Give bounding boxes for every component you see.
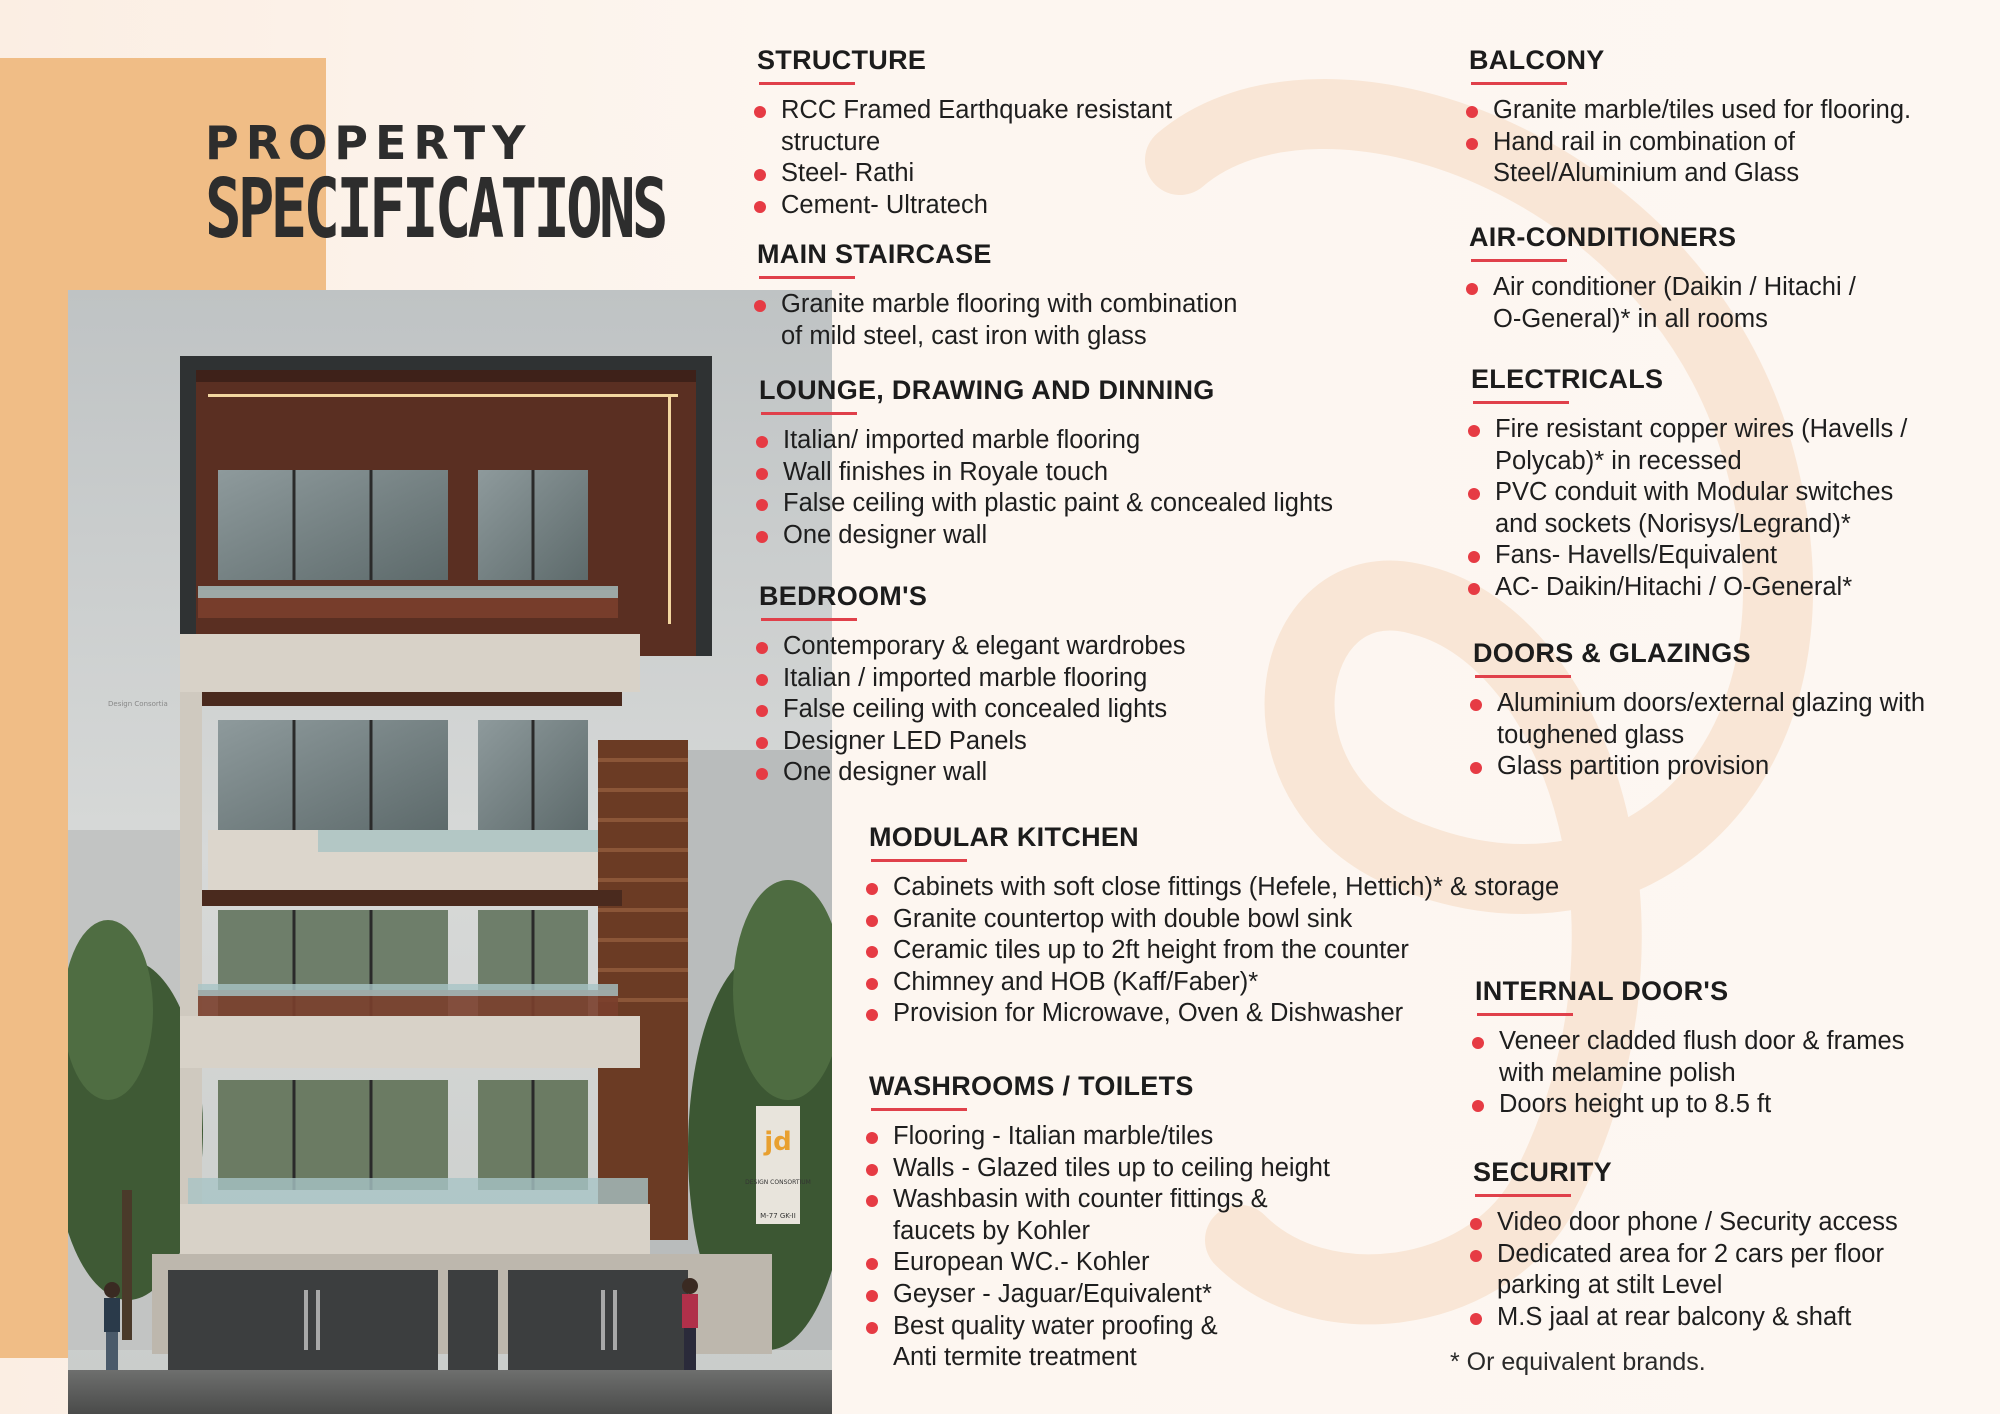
list-item: Best quality water proofing & (869, 1311, 1330, 1343)
list-item-continuation: structure (781, 127, 881, 156)
list-item: Chimney and HOB (Kaff/Faber)* (869, 967, 1559, 999)
section-heading: WASHROOMS / TOILETS (869, 1071, 1194, 1101)
building-rendering (68, 290, 832, 1414)
list-item: False ceiling with plastic paint & concealed lights (759, 488, 1333, 520)
list-item: Cabinets with soft close fittings (Hefele, Hettich)* & storage (869, 872, 1559, 904)
list-item: One designer wall (759, 757, 1186, 789)
list-item: Wall finishes in Royale touch (759, 457, 1333, 489)
list-item-continuation: and sockets (Norisys/Legrand)* (1495, 509, 1851, 538)
list-item: Geyser - Jaguar/Equivalent* (869, 1279, 1330, 1311)
footnote: * Or equivalent brands. (1450, 1348, 1706, 1376)
list-item: Doors height up to 8.5 ft (1475, 1089, 1904, 1121)
list-item: RCC Framed Earthquake resistant (757, 95, 1172, 127)
section-air-conditioners (1469, 222, 1856, 335)
list-item: PVC conduit with Modular switches (1471, 477, 1907, 509)
list-item: Provision for Microwave, Oven & Dishwasher (869, 998, 1559, 1030)
section-lounge (759, 375, 1333, 551)
section-heading: SECURITY (1473, 1157, 1612, 1187)
heading-underline (1471, 259, 1567, 262)
section-heading: BEDROOM'S (759, 581, 928, 611)
heading-underline (871, 1108, 967, 1111)
section-heading: DOORS & GLAZINGS (1473, 638, 1751, 668)
heading-underline (1471, 82, 1567, 85)
list-item: Hand rail in combination of (1469, 127, 1911, 159)
list-item: European WC.- Kohler (869, 1247, 1330, 1279)
list-item-continuation: with melamine polish (1499, 1058, 1736, 1087)
page-title (205, 116, 826, 257)
list-item: Fans- Havells/Equivalent (1471, 540, 1907, 572)
list-item: Granite countertop with double bowl sink (869, 904, 1559, 936)
list-item: One designer wall (759, 520, 1333, 552)
list-item-continuation: Anti termite treatment (893, 1343, 1137, 1372)
list-item: Italian/ imported marble flooring (759, 425, 1333, 457)
section-electricals (1471, 364, 1907, 604)
section-modular-kitchen (869, 822, 1559, 1030)
heading-underline (759, 82, 855, 85)
list-item: Contemporary & elegant wardrobes (759, 631, 1186, 663)
section-heading: BALCONY (1469, 45, 1605, 75)
list-item: Steel- Rathi (757, 158, 1172, 190)
heading-underline (759, 276, 855, 279)
section-structure (757, 45, 1172, 221)
signboard-address: M-77 GK-II (760, 1212, 796, 1220)
list-item: Washbasin with counter fittings & (869, 1184, 1330, 1216)
section-heading: STRUCTURE (757, 45, 927, 75)
signboard-company: DESIGN CONSORTIUM (745, 1179, 811, 1186)
section-internal-doors (1475, 976, 1904, 1121)
section-doors-glazings (1473, 638, 1925, 783)
title-line-1: PROPERTY (205, 116, 533, 170)
list-item: Italian / imported marble flooring (759, 663, 1186, 695)
heading-underline (1475, 1194, 1571, 1197)
watermark-text: Design Consortia (108, 700, 168, 708)
list-item: Aluminium doors/external glazing with (1473, 688, 1925, 720)
list-item-continuation: toughened glass (1497, 720, 1685, 749)
section-balcony (1469, 45, 1911, 190)
list-item: Dedicated area for 2 cars per floor (1473, 1239, 1898, 1271)
heading-underline (761, 618, 857, 621)
section-heading: ELECTRICALS (1471, 364, 1664, 394)
heading-underline (761, 412, 857, 415)
list-item: Glass partition provision (1473, 751, 1925, 783)
heading-underline (1477, 1013, 1573, 1016)
list-item: Veneer cladded flush door & frames (1475, 1026, 1904, 1058)
heading-underline (1473, 401, 1569, 404)
list-item-continuation: Steel/Aluminium and Glass (1493, 159, 1800, 188)
section-security (1473, 1157, 1898, 1333)
list-item-continuation: O-General)* in all rooms (1493, 304, 1768, 333)
list-item: Cement- Ultratech (757, 190, 1172, 222)
section-heading: AIR-CONDITIONERS (1469, 222, 1737, 252)
signboard-logo: jd (764, 1127, 792, 1157)
list-item-continuation: faucets by Kohler (893, 1216, 1091, 1245)
list-item: False ceiling with concealed lights (759, 694, 1186, 726)
section-washrooms (869, 1071, 1330, 1374)
section-heading: MODULAR KITCHEN (869, 822, 1139, 852)
list-item: AC- Daikin/Hitachi / O-General* (1471, 572, 1907, 604)
list-item-continuation: of mild steel, cast iron with glass (781, 321, 1147, 350)
section-main-staircase (757, 239, 1237, 352)
title-line-2: SPECIFICATIONS (205, 162, 665, 257)
list-item: Granite marble/tiles used for flooring. (1469, 95, 1911, 127)
section-heading: INTERNAL DOOR'S (1475, 976, 1729, 1006)
section-bedrooms (759, 581, 1186, 789)
list-item: Granite marble flooring with combination (757, 289, 1237, 321)
list-item: Ceramic tiles up to 2ft height from the counter (869, 935, 1559, 967)
signboard (756, 1106, 800, 1224)
heading-underline (871, 859, 967, 862)
section-heading: MAIN STAIRCASE (757, 239, 992, 269)
list-item: Fire resistant copper wires (Havells / (1471, 414, 1907, 446)
section-heading: LOUNGE, DRAWING AND DINNING (759, 375, 1215, 405)
list-item: Walls - Glazed tiles up to ceiling height (869, 1153, 1330, 1185)
list-item: M.S jaal at rear balcony & shaft (1473, 1302, 1898, 1334)
list-item: Flooring - Italian marble/tiles (869, 1121, 1330, 1153)
list-item: Designer LED Panels (759, 726, 1186, 758)
list-item-continuation: parking at stilt Level (1497, 1271, 1723, 1300)
heading-underline (1475, 675, 1571, 678)
list-item: Air conditioner (Daikin / Hitachi / (1469, 272, 1856, 304)
list-item: Video door phone / Security access (1473, 1207, 1898, 1239)
list-item-continuation: Polycab)* in recessed (1495, 446, 1742, 475)
